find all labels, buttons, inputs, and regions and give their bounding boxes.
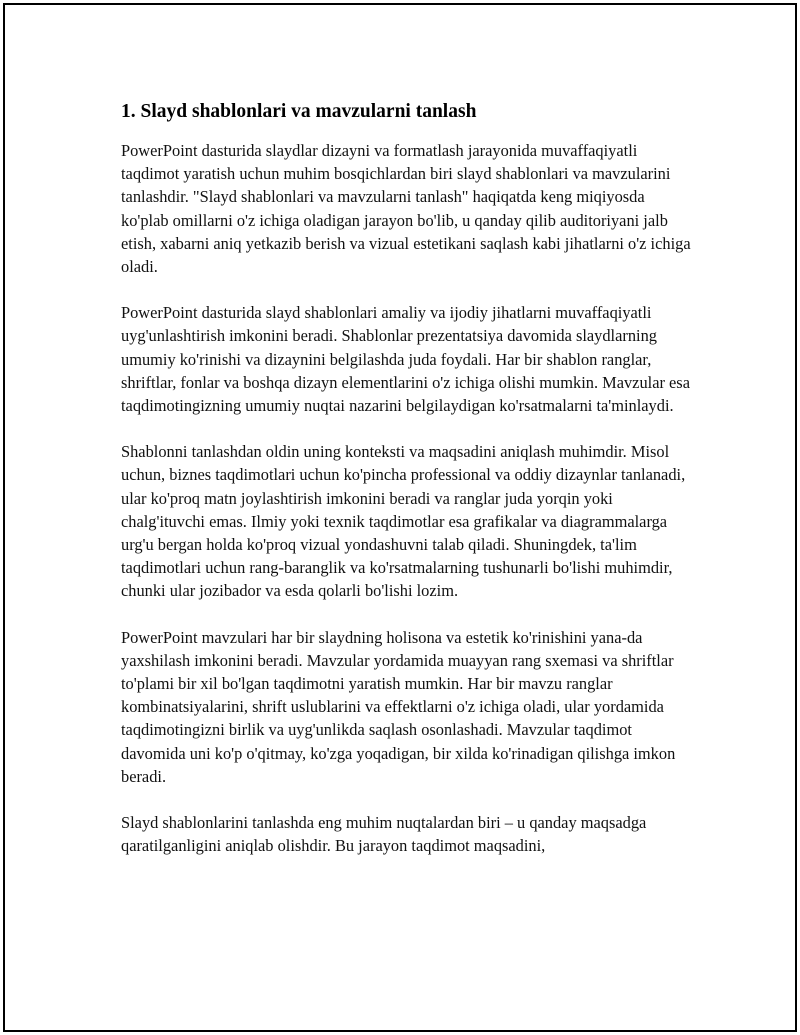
paragraph: Shablonni tanlashdan oldin uning konteksti va maqsadini aniqlash muhimdir. Misol uchun, biznes taqdimotlari uchun ko'pincha professional va oddiy dizaynlar tanlanadi, ular ko'proq matn joylashtirish imkonini beradi va ranglar juda yorqin yoki chalg'ituvchi emas. Ilmiy yoki texnik taqdimotlar esa grafikalar va diagrammalarga urg'u bergan holda ko'proq vizual yondashuvni talab qiladi. Shuningdek, ta'lim taqdimotlari uchun rang-baranglik va ko'rsatmalarning tushunarli bo'lishi muhimdir, chunki ular jozibador va esda qolarli bo'lishi lozim.	[121, 442, 686, 601]
document-body	[121, 99, 691, 857]
paragraph: PowerPoint dasturida slaydlar dizayni va formatlash jarayonida muvaffaqiyatli taqdimot yaratish uchun muhim bosqichlardan biri slayd shablonlari va mavzularini tanlashdir. "Slayd shablonlari va mavzularni tanlash" haqiqatda keng miqiyosda ko'plab omillarni o'z ichiga oladigan jarayon bo'lib, u qanday qilib auditoriyani jalb etish, xabarni aniq yetkazib berish va vizual estetikani saqlash kabi jihatlarni o'z ichiga oladi.	[121, 141, 691, 277]
section-heading: 1. Slayd shablonlari va mavzularni tanlash	[121, 101, 477, 122]
page-frame	[3, 3, 797, 1032]
paragraph: PowerPoint dasturida slayd shablonlari amaliy va ijodiy jihatlarni muvaffaqiyatli uyg'unlashtirish imkonini beradi. Shablonlar prezentatsiya davomida slaydlarning umumiy ko'rinishi va dizaynini belgilashda juda foydali. Har bir shablon ranglar, shriftlar, fonlar va boshqa dizayn elementlarini o'z ichiga olishi mumkin. Mavzular esa taqdimotingizning umumiy nuqtai nazarini belgilaydigan ko'rsatmalarni ta'minlaydi.	[121, 303, 690, 416]
paragraph: Slayd shablonlarini tanlashda eng muhim nuqtalardan biri – u qanday maqsadga qaratilganligini aniqlab olishdir. Bu jarayon taqdimot maqsadini,	[121, 813, 647, 856]
paragraph: PowerPoint mavzulari har bir slaydning holisona va estetik ko'rinishini yana-da yaxshilash imkonini beradi. Mavzular yordamida muayyan rang sxemasi va shriftlar to'plami bir xil bo'lgan taqdimotni yaratish mumkin. Har bir mavzu ranglar kombinatsiyalarini, shrift uslublarini va effektlarni o'z ichiga oladi, ular yordamida taqdimotingizni birlik va uyg'unlikda saqlash osonlashadi. Mavzular taqdimot davomida uni ko'p o'qitmay, ko'zga yoqadigan, bir xilda ko'rinadigan qilishga imkon beradi.	[121, 627, 676, 786]
